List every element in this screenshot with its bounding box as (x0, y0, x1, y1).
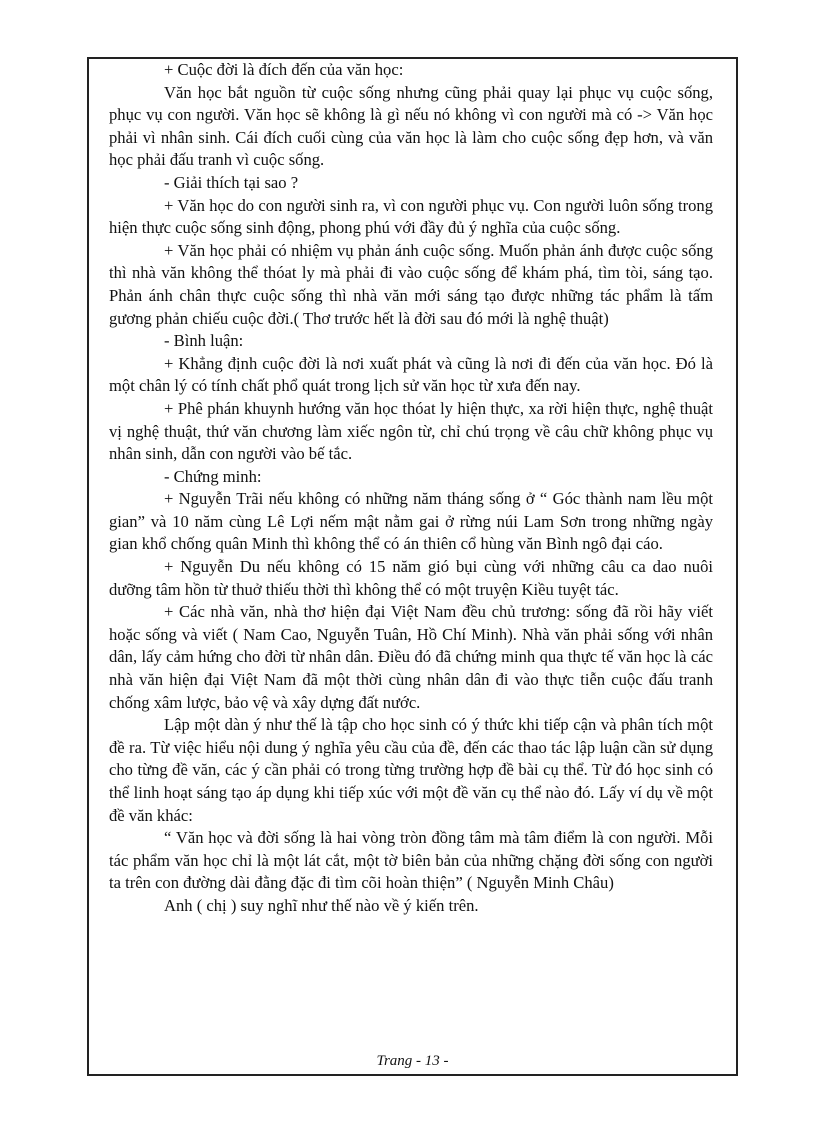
paragraph: - Giải thích tại sao ? (164, 172, 299, 192)
page-number: Trang - 13 - (376, 1053, 449, 1069)
paragraph: Lập một dàn ý như thế là tập cho học sinh có ý thức khi tiếp cận và phân tích một đề ra. Từ việc hiểu nội dung ý nghĩa yêu cầu của đề, đến các thao tác lập luận cần sử dụng cho từng đề văn, các ý cần phải có trong từng trường hợp đề bài cụ thể. Từ đó học sinh có thể linh hoạt sáng tạo áp dụng khi tiếp xúc với một đề văn cụ thể nào đó. Lấy ví dụ về một đề văn khác: (109, 715, 713, 825)
paragraph: + Các nhà văn, nhà thơ hiện đại Việt Nam đều chủ trương: sống đã rồi hãy viết hoặc sống và viết ( Nam Cao, Nguyễn Tuân, Hồ Chí Minh). Nhà văn phải sống với nhân dân, lấy cảm hứng cho đời từ nhân dân. Điều đó đã chứng minh qua thực tế văn học là các nhà văn hiện đại Việt Nam đã một thời cùng nhân dân đi vào thực tiễn cuộc đấu tranh chống xâm lược, bảo vệ và xây dựng đất nước. (109, 602, 713, 712)
paragraph: Văn học bắt nguồn từ cuộc sống nhưng cũng phải quay lại phục vụ cuộc sống, phục vụ con người. Văn học sẽ không là gì nếu nó không vì con người mà có -> Văn học phải vì nhân sinh. Cái đích cuối cùng của văn học là làm cho cuộc sống đẹp hơn, và văn học phải đấu tranh vì cuộc sống. (109, 82, 713, 170)
paragraph: + Nguyễn Du nếu không có 15 năm gió bụi cùng với những câu ca dao nuôi dưỡng tâm hồn từ thuở thiếu thời thì không thể có một truyện Kiều tuyệt tác. (109, 557, 713, 599)
paragraph: + Phê phán khuynh hướng văn học thóat ly hiện thực, xa rời hiện thực, nghệ thuật vị nghệ thuật, thứ văn chương làm xiếc ngôn từ, chỉ chú trọng về câu chữ không phục vụ nhân sinh, dẫn con người vào bế tắc. (109, 398, 713, 464)
paragraph: + Văn học do con người sinh ra, vì con người phục vụ. Con người luôn sống trong hiện thực cuộc sống sinh động, phong phú với đầy đủ ý nghĩa của cuộc sống. (109, 195, 713, 238)
body-text (109, 59, 713, 918)
quote-paragraph: “ Văn học và đời sống là hai vòng tròn đồng tâm mà tâm điểm là con người. Mỗi tác phẩm văn học chỉ là một lát cắt, một tờ biên bản của những chặng đời sống con người ta trên con đường dài đằng đặc đi tìm cõi hoàn thiện” ( Nguyễn Minh Châu) (109, 828, 713, 893)
paragraph: + Nguyễn Trãi nếu không có những năm tháng sống ở “ Góc thành nam lều một gian” và 10 năm cùng Lê Lợi nếm mật nằm gai ở rừng núi Lam Sơn trong những ngày gian khổ chống quân Minh thì không thể có án thiên cổ hùng văn Bình ngô đại cáo. (109, 489, 713, 554)
paragraph: + Cuộc đời là đích đến của văn học: (164, 60, 404, 79)
paragraph: - Chứng minh: (164, 466, 262, 486)
paragraph: - Bình luận: (164, 331, 244, 351)
page-frame (87, 57, 738, 1076)
paragraph: + Văn học phải có nhiệm vụ phản ánh cuộc sống. Muốn phản ánh được cuộc sống thì nhà văn không thể thóat ly mà phải đi vào cuộc sống để khám phá, tìm tòi, sáng tạo. Phản ánh chân thực cuộc sống thì nhà văn mới sáng tạo được những tác phẩm là tấm gương phản chiếu cuộc đời.( Thơ trước hết là đời sau đó mới là nghệ thuật) (109, 240, 713, 328)
question-paragraph: Anh ( chị ) suy nghĩ như thế nào về ý kiến trên. (164, 895, 479, 915)
paragraph: + Khẳng định cuộc đời là nơi xuất phát và cũng là nơi đi đến của văn học. Đó là một chân lý có tính chất phổ quát trong lịch sử văn học từ xưa đến nay. (109, 353, 713, 396)
